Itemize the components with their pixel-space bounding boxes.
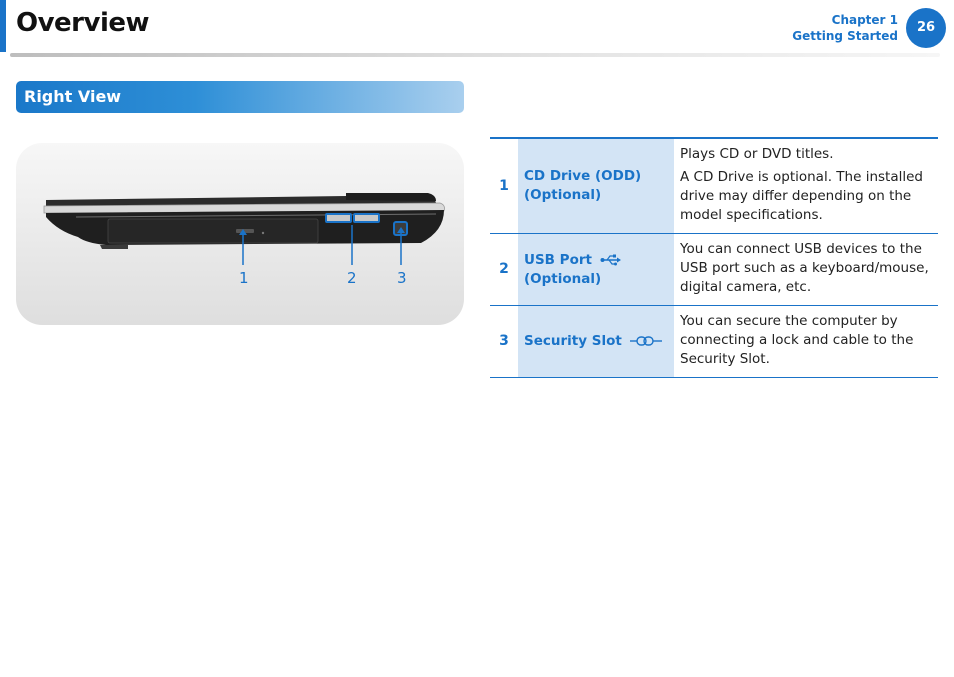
component-name xyxy=(518,234,674,306)
section-title: Right View xyxy=(24,87,122,106)
component-name xyxy=(518,306,674,378)
component-name-line: (Optional) xyxy=(524,270,602,287)
row-number: 2 xyxy=(490,234,518,306)
page-title: Overview xyxy=(16,8,150,38)
component-name-line xyxy=(524,251,668,270)
component-name-line: CD Drive (ODD) xyxy=(524,168,642,184)
chapter-title: Getting Started xyxy=(792,29,898,43)
component-name-text: Security Slot xyxy=(524,333,622,349)
component-description xyxy=(674,138,938,234)
security-lock-icon xyxy=(630,335,662,347)
row-number: 1 xyxy=(490,138,518,234)
component-name-line: (Optional) xyxy=(524,187,602,203)
callout-1: 1 xyxy=(239,269,249,287)
header-divider xyxy=(10,53,940,57)
component-description xyxy=(674,234,938,306)
right-view-spec-table xyxy=(490,137,938,378)
callout-3: 3 xyxy=(397,269,407,287)
header-accent-bar xyxy=(0,0,6,52)
description-text: You can secure the computer by connecting a lock and cable to the Security Slot. xyxy=(680,313,914,367)
component-name-line xyxy=(524,332,668,351)
usb-icon xyxy=(600,254,622,266)
description-text: Plays CD or DVD titles. xyxy=(680,146,834,162)
chapter-label: Chapter 1 xyxy=(831,13,898,27)
table-row xyxy=(490,234,938,306)
laptop-right-side-illustration xyxy=(16,143,464,325)
description-text: You can connect USB devices to the USB port such as a keyboard/mouse, digital camera, etc. xyxy=(680,241,929,295)
table-row xyxy=(490,138,938,234)
page-number-badge: 26 xyxy=(906,8,946,48)
table-row xyxy=(490,306,938,378)
right-view-figure xyxy=(16,143,464,325)
row-number: 3 xyxy=(490,306,518,378)
component-name xyxy=(518,138,674,234)
description-text: A CD Drive is optional. The installed drive may differ depending on the model specifications. xyxy=(680,169,923,223)
section-header xyxy=(16,81,464,113)
component-name-text: USB Port xyxy=(524,251,592,268)
callout-2: 2 xyxy=(347,269,357,287)
component-description xyxy=(674,306,938,378)
chapter-info xyxy=(792,12,898,44)
